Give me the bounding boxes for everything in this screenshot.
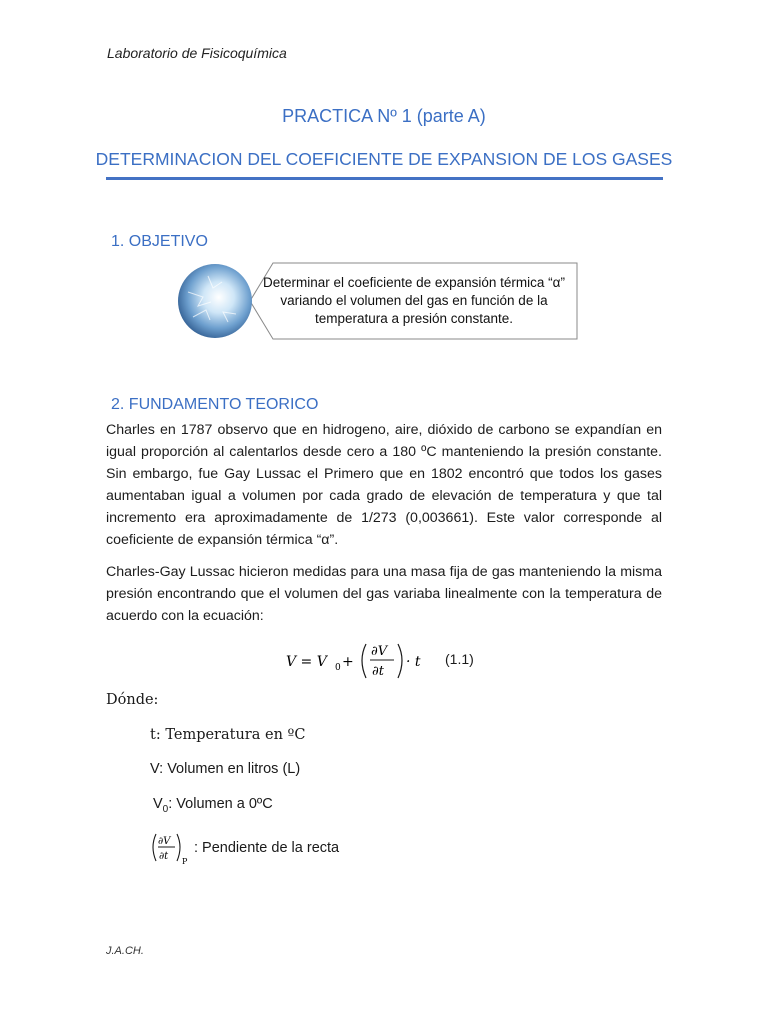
definition-t: t: Temperatura en ºC [150, 727, 306, 743]
eq-numerator: ∂V [371, 644, 388, 659]
definition-slope [150, 831, 339, 865]
slope-subscript: P [182, 857, 188, 865]
objective-heading: 1. OBJETIVO [111, 233, 208, 250]
eq-denominator: ∂t [372, 664, 384, 679]
theory-heading: 2. FUNDAMENTO TEORICO [111, 396, 319, 413]
title-underline [106, 177, 663, 180]
theory-paragraph-2: Charles-Gay Lussac hicieron medidas para una masa fija de gas manteniendo la misma presión encontrando que el volumen del gas variaba linealmente con la temperatura de acuerdo con la ecuación: [106, 564, 662, 624]
footer-initials: J.A.CH. [106, 945, 144, 957]
eq-tail: · t [406, 654, 421, 670]
definition-v: V: Volumen en litros (L) [150, 761, 301, 777]
eq-lhs: V = V [286, 654, 327, 670]
v0-symbol: V [153, 796, 163, 812]
slope-denominator: ∂t [159, 851, 169, 862]
slope-numerator: ∂V [158, 836, 171, 847]
v0-text: : Volumen a 0ºC [168, 796, 273, 812]
eq-plus: + [342, 654, 354, 670]
eq-left-paren [362, 644, 366, 678]
v0-subscript: 0 [162, 803, 169, 815]
objective-callout [178, 262, 578, 340]
objective-text: Determinar el coeficiente de expansión térmica “α” variando el volumen del gas en función de la temperatura a presión constante. [263, 275, 565, 326]
frost-image-icon [178, 264, 252, 338]
practice-title: PRACTICA Nº 1 (parte A) [282, 106, 486, 126]
eq-right-paren [398, 644, 402, 678]
practice-subject: DETERMINACION DEL COEFICIENTE DE EXPANSION DE LOS GASES [95, 149, 673, 169]
lab-name-header: Laboratorio de Fisicoquímica [107, 45, 287, 61]
eq-sub0: 0 [335, 663, 341, 673]
where-label: Dónde: [106, 692, 159, 708]
slope-fraction [150, 831, 192, 865]
slope-text: : Pendiente de la recta [194, 840, 340, 856]
equation-number: (1.1) [445, 651, 474, 667]
equation-1-1 [286, 638, 546, 682]
theory-paragraph-1: Charles en 1787 observo que en hidrogeno, aire, dióxido de carbono se expandían en igual proporción al calentarlos desde cero a 180 ºC manteniendo la presión constante. Sin embargo, fue Gay Lussac el Primero que en 1802 encontró que todos los gases aumentaban igual a volumen por cada grado de elevación de temperatura y que tal incremento era aproximadamente de 1/273 (0,003661). Este valor corresponde al coeficiente de expansión térmica “α”. [106, 422, 662, 548]
definition-v0 [153, 796, 273, 815]
